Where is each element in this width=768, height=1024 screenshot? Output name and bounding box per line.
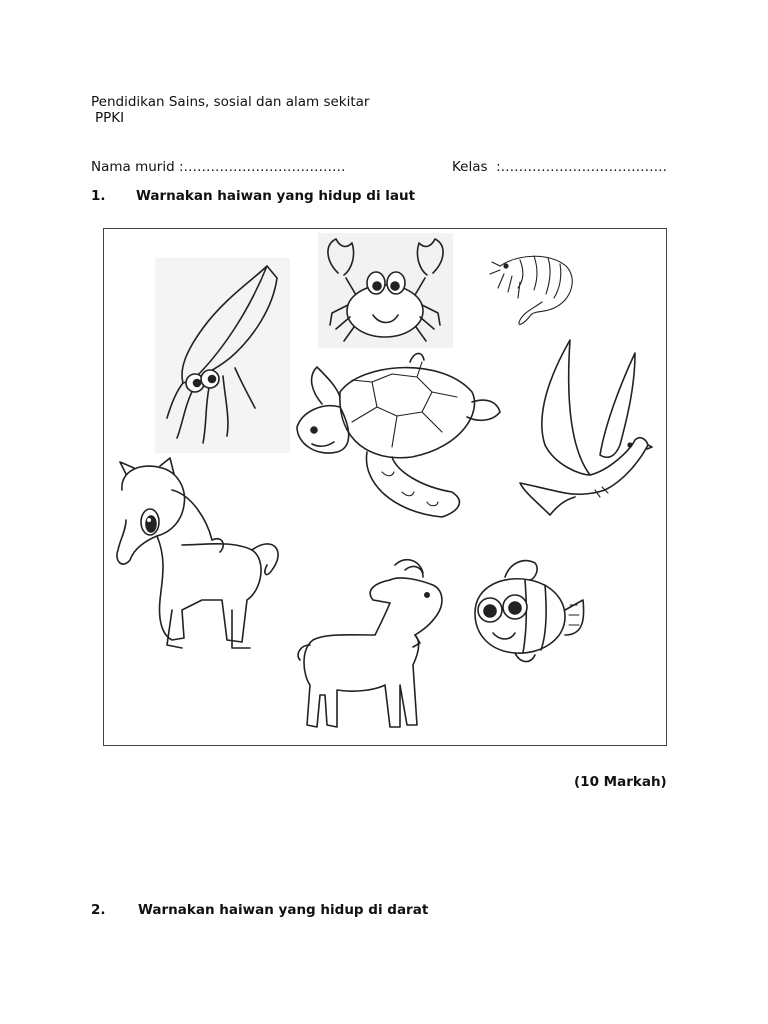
crab-illustration <box>318 233 453 348</box>
goat-illustration <box>295 555 450 735</box>
fish-illustration <box>465 555 585 667</box>
squid-illustration <box>155 258 290 453</box>
shrimp-illustration <box>490 248 580 333</box>
student-name-field: Nama murid :……………………………… <box>91 159 346 175</box>
class-field: Kelas :………………………………. <box>452 159 667 175</box>
bird-illustration <box>520 335 650 520</box>
question-1-marks: (10 Markah) <box>574 774 667 790</box>
worksheet-subject: Pendidikan Sains, sosial dan alam sekitar <box>91 94 370 110</box>
question-1-text: Warnakan haiwan yang hidup di laut <box>136 188 416 204</box>
horse-illustration <box>112 460 282 660</box>
turtle-illustration <box>292 352 504 527</box>
question-2-number: 2. <box>91 902 106 918</box>
question-1-number: 1. <box>91 188 106 204</box>
worksheet-program: PPKI <box>95 110 125 126</box>
question-2-text: Warnakan haiwan yang hidup di darat <box>138 902 429 918</box>
